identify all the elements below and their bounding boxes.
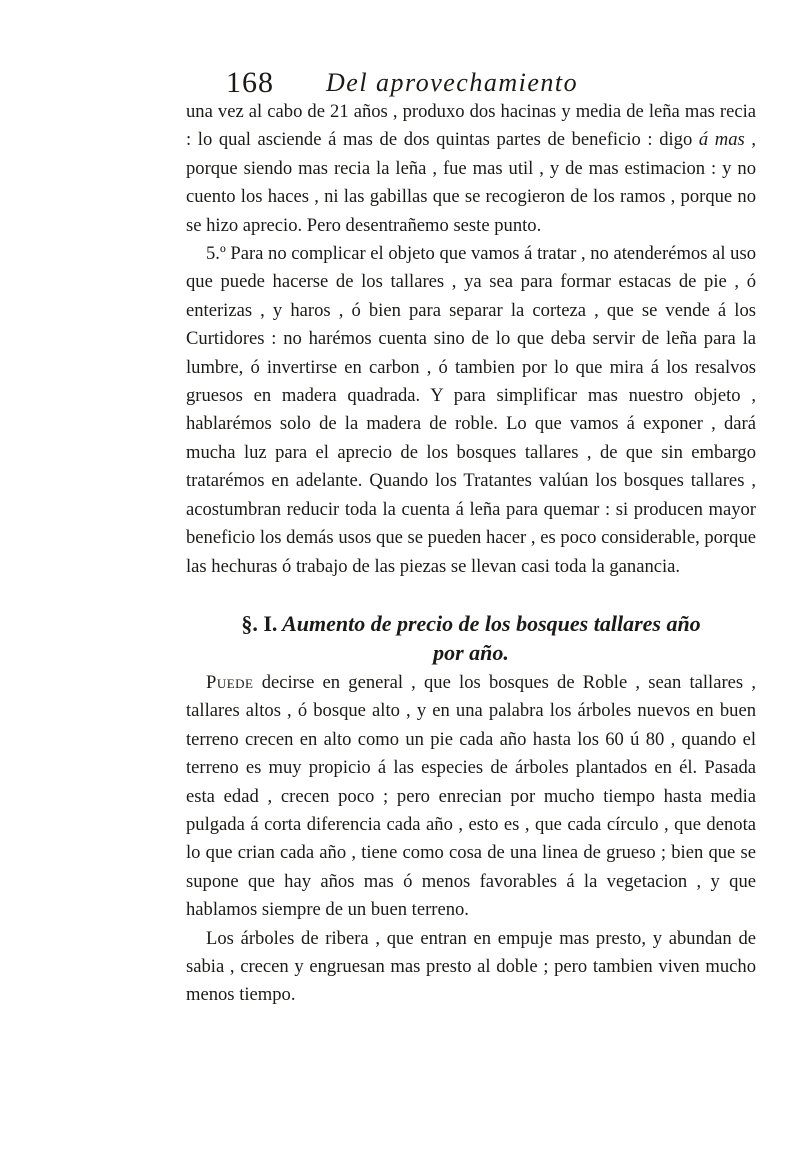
running-head: Del aprovechamiento xyxy=(326,68,579,97)
paragraph-text: una vez al cabo de 21 años , produxo dos hacinas y media de leña mas recia : lo qual asciende á mas de dos quintas partes de beneficio : digo xyxy=(186,101,756,151)
page-header xyxy=(226,66,746,102)
paragraph-text: decirse en general , que los bosques de Roble , sean tallares , tallares altos , ó bosque alto , y en una palabra los árboles nuevos en buen terreno crecen en alto como un pie cada año hasta los 60 ú 80 , quando el terreno es muy propicio á las especies de árboles plantados en él. Pasada esta edad , crecen poco ; pero enrecian por mucho tiempo hasta media pulgada á corta diferencia cada año , esto es , que cada círculo , que denota lo que crian cada año , tiene como cosa de una linea de grueso ; bien que se supone que hay años mas ó menos favorables á la vegetacion , y que hablamos siempre de un buen terreno. xyxy=(186,671,756,921)
emphasis-text: á mas xyxy=(698,129,745,151)
page-number: 168 xyxy=(226,66,274,99)
paragraph-continued xyxy=(186,98,756,240)
section-title-line-1: Aumento de precio de los bosques tallares año xyxy=(282,610,701,636)
lead-word: Puede xyxy=(206,671,254,693)
section-heading xyxy=(186,609,756,639)
paragraph-riverbank-trees: Los árboles de ribera , que entran en empuje mas presto, y abundan de sabia , crecen y engruesan mas presto al doble ; pero tambien viven mucho menos tiempo. xyxy=(186,927,756,1006)
paragraph-text: , porque siendo mas recia la leña , fue mas util , y de mas estimacion : y no cuento los haces , ni las gabillas que se recogieron de los ramos , porque no se hizo aprecio. Pero desentrañemo seste punto. xyxy=(186,129,756,236)
spacer xyxy=(186,581,756,609)
section-title-line-2: por año. xyxy=(433,639,509,665)
section-symbol: §. I. xyxy=(241,610,278,636)
paragraph-section-1 xyxy=(186,669,756,925)
paragraph-5: 5.º Para no complicar el objeto que vamos á tratar , no atenderémos al uso que puede hacerse de los tallares , ya sea para formar estacas de pie , ó enterizas , y haros , ó bien para separar la corteza , que se vende á los Curtidores : no harémos cuenta sino de lo que deba servir de leña para la lumbre, ó invertirse en carbon , ó tambien por lo que mira á los resalvos gruesos en madera quadrada. Y para simplificar mas nuestro objeto , hablarémos solo de la madera de roble. Lo que vamos á exponer , dará mucha luz para el aprecio de los bosques tallares , de que sin embargo tratarémos en adelante. Quando los Tratantes valúan los bosques tallares , acostumbran reducir toda la cuenta á leña para quemar : si producen mayor beneficio los demás usos que se pueden hacer , es poco considerable, porque las hechuras ó trabajo de las piezas se llevan casi toda la ganancia. xyxy=(186,243,757,577)
page-body xyxy=(186,98,756,1010)
